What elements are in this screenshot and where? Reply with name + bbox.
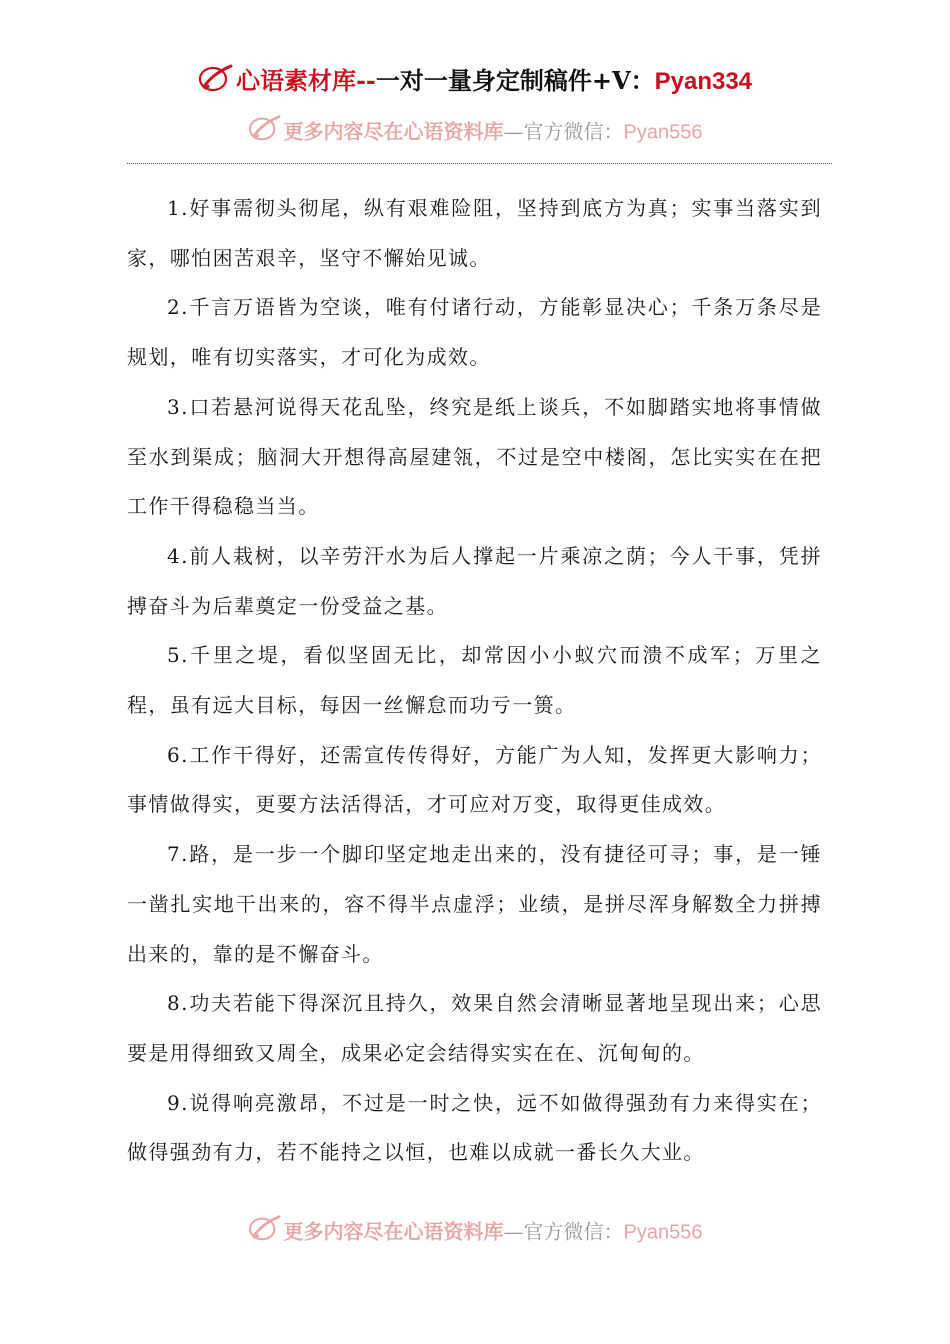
pen-logo-icon <box>198 62 234 103</box>
pen-logo-icon <box>248 113 282 153</box>
pen-logo-icon <box>248 1213 282 1253</box>
paragraph-7: 7.路，是一步一个脚印坚定地走出来的，没有捷径可寻；事，是一锤一凿扎实地干出来的，容不得半点虚浮；业绩，是拼尽浑身解数全力拼搏出来的，靠的是不懈奋斗。 <box>127 842 822 966</box>
bottom-watermark <box>0 1213 950 1253</box>
brand-name: 心语素材库 <box>235 67 356 95</box>
paragraph-6: 6.工作干得好，还需宣传传得好，方能广为人知，发挥更大影响力；事情做得实，更要方法活得活，才可应对万变，取得更佳成效。 <box>127 742 822 817</box>
watermark-code: Pyan556 <box>623 121 703 144</box>
paragraph-9: 9.说得响亮激昂，不过是一时之快，远不如做得强劲有力来得实在；做得强劲有力，若不能持之以恒，也难以成就一番长久大业。 <box>127 1090 822 1165</box>
watermark-separator: —官方微信： <box>503 1219 624 1244</box>
paragraph-2: 2.千言万语皆为空谈，唯有付诸行动，方能彰显决心；千条万条尽是规划，唯有切实落实，才可化为成效。 <box>127 295 822 370</box>
watermark-text: 更多内容尽在心语资料库 <box>283 1219 504 1244</box>
header-banner <box>0 62 950 103</box>
paragraph-5: 5.千里之堤，看似坚固无比，却常因小小蚁穴而溃不成军；万里之程，虽有远大目标，每因一丝懈怠而功亏一篑。 <box>127 643 822 718</box>
header-contact-code: Pyan334 <box>654 68 753 95</box>
paragraph-1: 1.好事需彻头彻尾，纵有艰难险阻，坚持到底方为真；实事当落实到家，哪怕困苦艰辛，坚守不懈始见诚。 <box>127 196 822 270</box>
header-divider <box>127 163 832 164</box>
header-dashes: -- <box>355 66 376 95</box>
paragraph-8: 8.功夫若能下得深沉且持久，效果自然会清晰显著地呈现出来；心思要是用得细致又周全，成果必定会结得实实在在、沉甸甸的。 <box>127 991 822 1065</box>
header-tagline: 一对一量身定制稿件+V： <box>375 66 655 95</box>
watermark-code: Pyan556 <box>623 1221 703 1244</box>
body-content <box>127 184 822 1178</box>
watermark-text: 更多内容尽在心语资料库 <box>283 119 504 144</box>
top-watermark <box>0 113 950 153</box>
watermark-separator: —官方微信： <box>503 119 624 144</box>
paragraph-3: 3.口若悬河说得天花乱坠，终究是纸上谈兵，不如脚踏实地将事情做至水到渠成；脑洞大开想得高屋建瓴，不过是空中楼阁，怎比实实在在把工作干得稳稳当当。 <box>127 394 822 519</box>
paragraph-4: 4.前人栽树，以辛劳汗水为后人撑起一片乘凉之荫；今人干事，凭拼搏奋斗为后辈奠定一份受益之基。 <box>127 543 822 618</box>
